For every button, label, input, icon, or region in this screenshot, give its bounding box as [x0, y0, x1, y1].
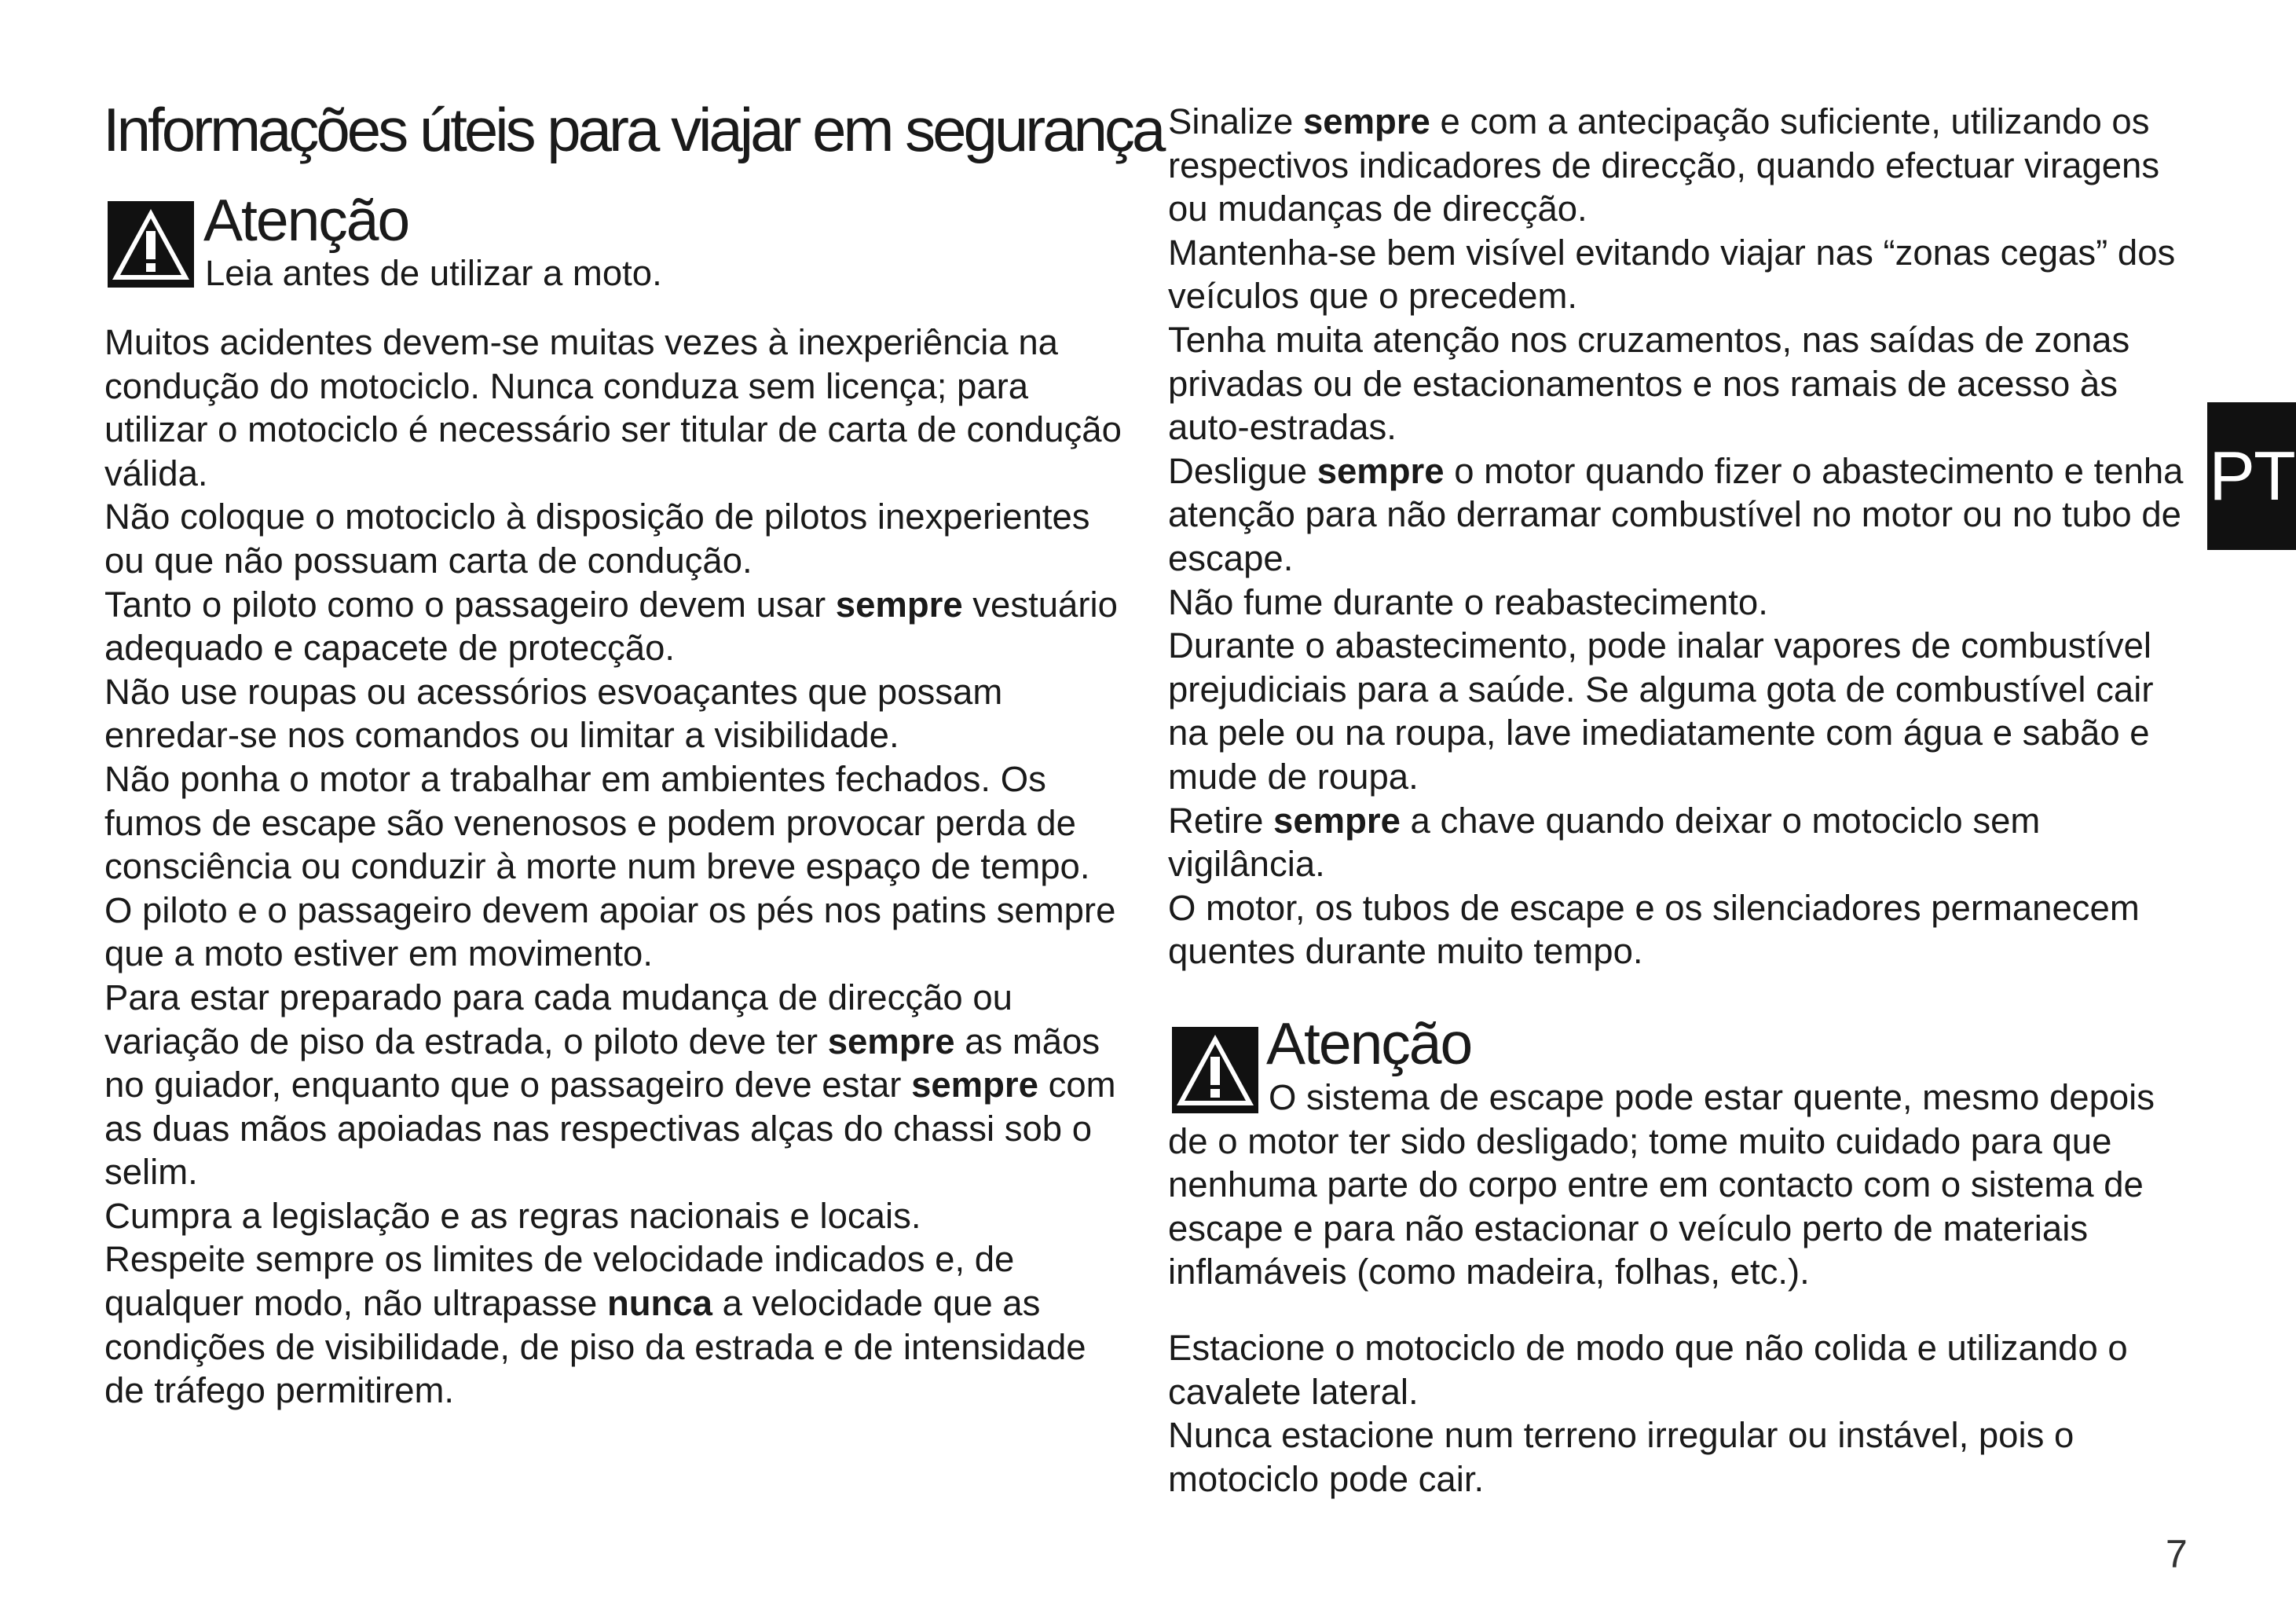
paragraph: Durante o abastecimento, pode inalar vapores de combustível prejudiciais para a saúde. Se alguma gota de combustível cair na pele ou na roupa, lave imediatamente com água e sabão e mude de roupa. [1168, 625, 2154, 797]
warning-body: O sistema de escape pode estar quente, mesmo depois de o motor ter sido desligado; tome muito cuidado para que nenhuma parte do corpo entre em contacto com o sistema de escape e para não estacionar o veículo perto de materiais inflamáveis (como madeira, folhas, etc.). [1168, 1077, 2155, 1292]
warning-heading: Atenção [203, 187, 409, 253]
warning-subtext: Leia antes de utilizar a moto. [205, 253, 662, 293]
paragraph: Respeite sempre os limites de velocidade indicados e, de qualquer modo, não ultrapasse nunca a velocidade que as condições de visibilidade, de piso da estrada e de intensidade de tráfego permitirem. [104, 1239, 1086, 1411]
paragraph: Não use roupas ou acessórios esvoaçantes que possam enredar-se nos comandos ou limitar a visibilidade. [104, 671, 1003, 756]
page-number: 7 [2166, 1532, 2188, 1576]
paragraph: Sinalize sempre e com a antecipação suficiente, utilizando os respectivos indicadores de direcção, quando efectuar viragens ou mudanças de direcção. [1168, 101, 2160, 229]
page-title: Informações úteis para viajar em segurança [103, 95, 1163, 164]
paragraph: Mantenha-se bem visível evitando viajar nas “zonas cegas” dos veículos que o precedem. [1168, 232, 2176, 317]
paragraph: Não ponha o motor a trabalhar em ambientes fechados. Os fumos de escape são venenosos e podem provocar perda de consciência ou conduzir à morte num breve espaço de tempo. [104, 758, 1090, 887]
paragraph: Nunca estacione num terreno irregular ou instável, pois o motociclo pode cair. [1168, 1415, 2074, 1499]
paragraph: Desligue sempre o motor quando fizer o abastecimento e tenha atenção para não derramar combustível no motor ou no tubo de escape. [1168, 450, 2184, 578]
right-tail-paragraphs [1168, 1326, 2197, 1501]
paragraph: Muitos acidentes devem-se muitas vezes à inexperiência na condução do motociclo. Nunca conduza sem licença; para utilizar o motociclo é necessário ser titular de carta de condução válida. [104, 322, 1122, 493]
paragraph: Cumpra a legislação e as regras nacionais e locais. [104, 1195, 921, 1236]
paragraph: Para estar preparado para cada mudança de direcção ou variação de piso da estrada, o piloto deve ter sempre as mãos no guiador, enquanto que o passageiro deve estar sempre com as duas mãos apoiadas nas respectivas alças do chassi sob o selim. [104, 977, 1116, 1193]
warning-triangle-icon [108, 201, 194, 288]
paragraph: Estacione o motociclo de modo que não colida e utilizando o cavalete lateral. [1168, 1328, 2128, 1412]
paragraph: Tanto o piloto como o passageiro devem usar sempre vestuário adequado e capacete de protecção. [104, 584, 1118, 669]
right-column [1168, 100, 2197, 973]
paragraph: Retire sempre a chave quando deixar o motociclo sem vigilância. [1168, 800, 2041, 885]
paragraph: Tenha muita atenção nos cruzamentos, nas saídas de zonas privadas ou de estacionamentos e nos ramais de acesso às auto-estradas. [1168, 319, 2130, 448]
paragraph: Não coloque o motociclo à disposição de pilotos inexperientes ou que não possuam carta de condução. [104, 497, 1090, 581]
paragraph: Não fume durante o reabastecimento. [1168, 581, 1768, 622]
left-column [104, 321, 1133, 1413]
paragraph: O piloto e o passageiro devem apoiar os pés nos patins sempre que a moto estiver em movimento. [104, 889, 1116, 974]
paragraph: O motor, os tubos de escape e os silenciadores permanecem quentes durante muito tempo. [1168, 887, 2140, 972]
warning-heading: Atenção [1266, 1010, 1472, 1076]
language-tab: PT [2207, 402, 2296, 550]
